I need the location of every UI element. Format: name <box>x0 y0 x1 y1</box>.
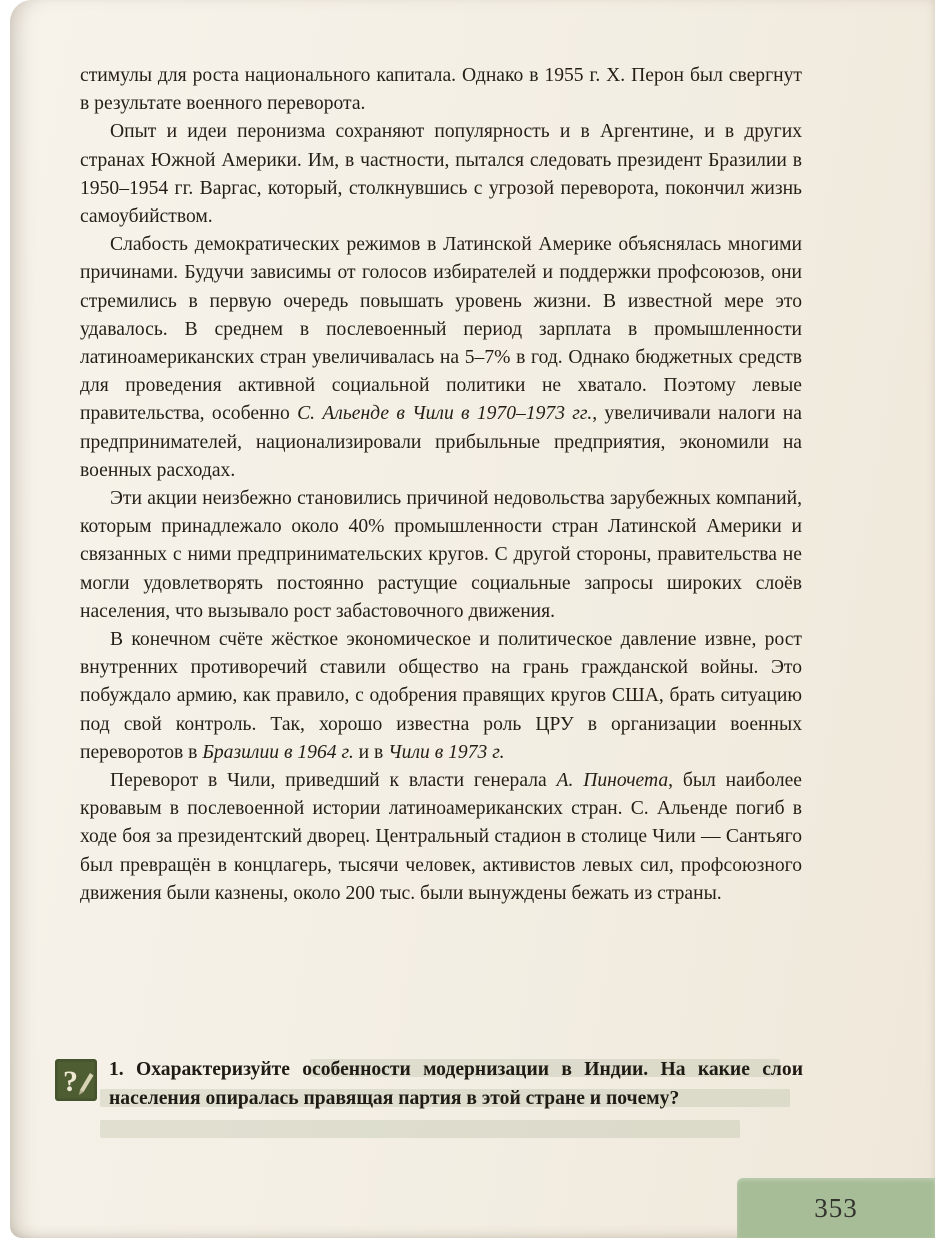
paragraph <box>80 485 802 626</box>
question-task-icon <box>55 1059 97 1101</box>
paragraph <box>80 767 802 908</box>
paragraph-text-italic: С. Альенде в Чили в 1970–1973 гг. <box>297 403 593 425</box>
question-text: 1. Охарактеризуйте особенности модернизации в Индии. На какие слои населения опиралась правящая партия в этой стране и почему? <box>109 1059 803 1109</box>
paragraph-text: , увеличивали налоги на предпринимателей, национализировали прибыльные предприятия, экономили на военных расходах. <box>80 403 802 481</box>
paragraph-text-italic: Чили в 1973 г. <box>388 741 505 763</box>
svg-text:?: ? <box>63 1065 78 1098</box>
page-number: 353 <box>814 1192 858 1223</box>
paragraph-text: стимулы для роста национального капитала. Однако в 1955 г. Х. Перон был свергнут в результате военного переворота. <box>80 65 802 115</box>
paragraph <box>80 231 802 485</box>
page-number-badge <box>737 1178 935 1238</box>
paragraph <box>80 118 802 231</box>
paragraph <box>80 626 802 767</box>
paragraph-text: В конечном счёте жёсткое экономическое и политическое давление извне, рост внутренних противоречий ставили общество на грань гражданской войны. Это побуждало армию, как правило, с одобрения правящих кругов США, брать ситуацию под свой контроль. Так, хорошо известна роль ЦРУ в организации военных переворотов в <box>80 629 802 763</box>
paragraph-text-italic: А. Пиночета <box>556 770 669 792</box>
page-body-text <box>80 62 802 908</box>
paragraph-text: Слабость демократических режимов в Латинской Америке объяснялась многими причинами. Будучи зависимы от голосов избирателей и поддержки профсоюзов, они стремились в первую очередь повышать уровень жизни. В известной мере это удавалось. В среднем в послевоенный период зарплата в промышленности латиноамериканских стран увеличивалась на 5–7% в год. Однако бюджетных средств для проведения активной социальной политики не хватало. Поэтому левые правительства, особенно <box>80 234 802 425</box>
print-bleed-artifact <box>100 1120 740 1138</box>
paragraph <box>80 62 802 118</box>
paragraph-text: Опыт и идеи перонизма сохраняют популярность и в Аргентине, и в других странах Южной Америки. Им, в частности, пытался следовать президент Бразилии в 1950–1954 гг. Варгас, который, столкнувшись с угрозой переворота, покончил жизнь самоубийством. <box>80 121 802 228</box>
paragraph-text: , был наиболее кровавым в послевоенной истории латиноамериканских стран. С. Альенде погиб в ходе боя за президентский дворец. Центральный стадион в столице Чили — Сантьяго был превращён в концлагерь, тысячи человек, активистов левых сил, профсоюзного движения были казнены, около 200 тыс. были вынуждены бежать из страны. <box>80 770 802 904</box>
paragraph-text-italic: Бразилии в 1964 г. <box>202 741 354 763</box>
paragraph-text: и в <box>353 741 389 763</box>
question-block <box>55 1056 803 1113</box>
paragraph-text: Эти акции неизбежно становились причиной недовольства зарубежных компаний, которым принадлежало около 40% промышленности стран Латинской Америки и связанных с ними предпринимательских кругов. С другой стороны, правительства не могли удовлетворять постоянно растущие социальные запросы широких слоёв населения, что вызывало рост забастовочного движения. <box>80 488 802 622</box>
paragraph-text: Переворот в Чили, приведший к власти генерала <box>110 770 557 792</box>
